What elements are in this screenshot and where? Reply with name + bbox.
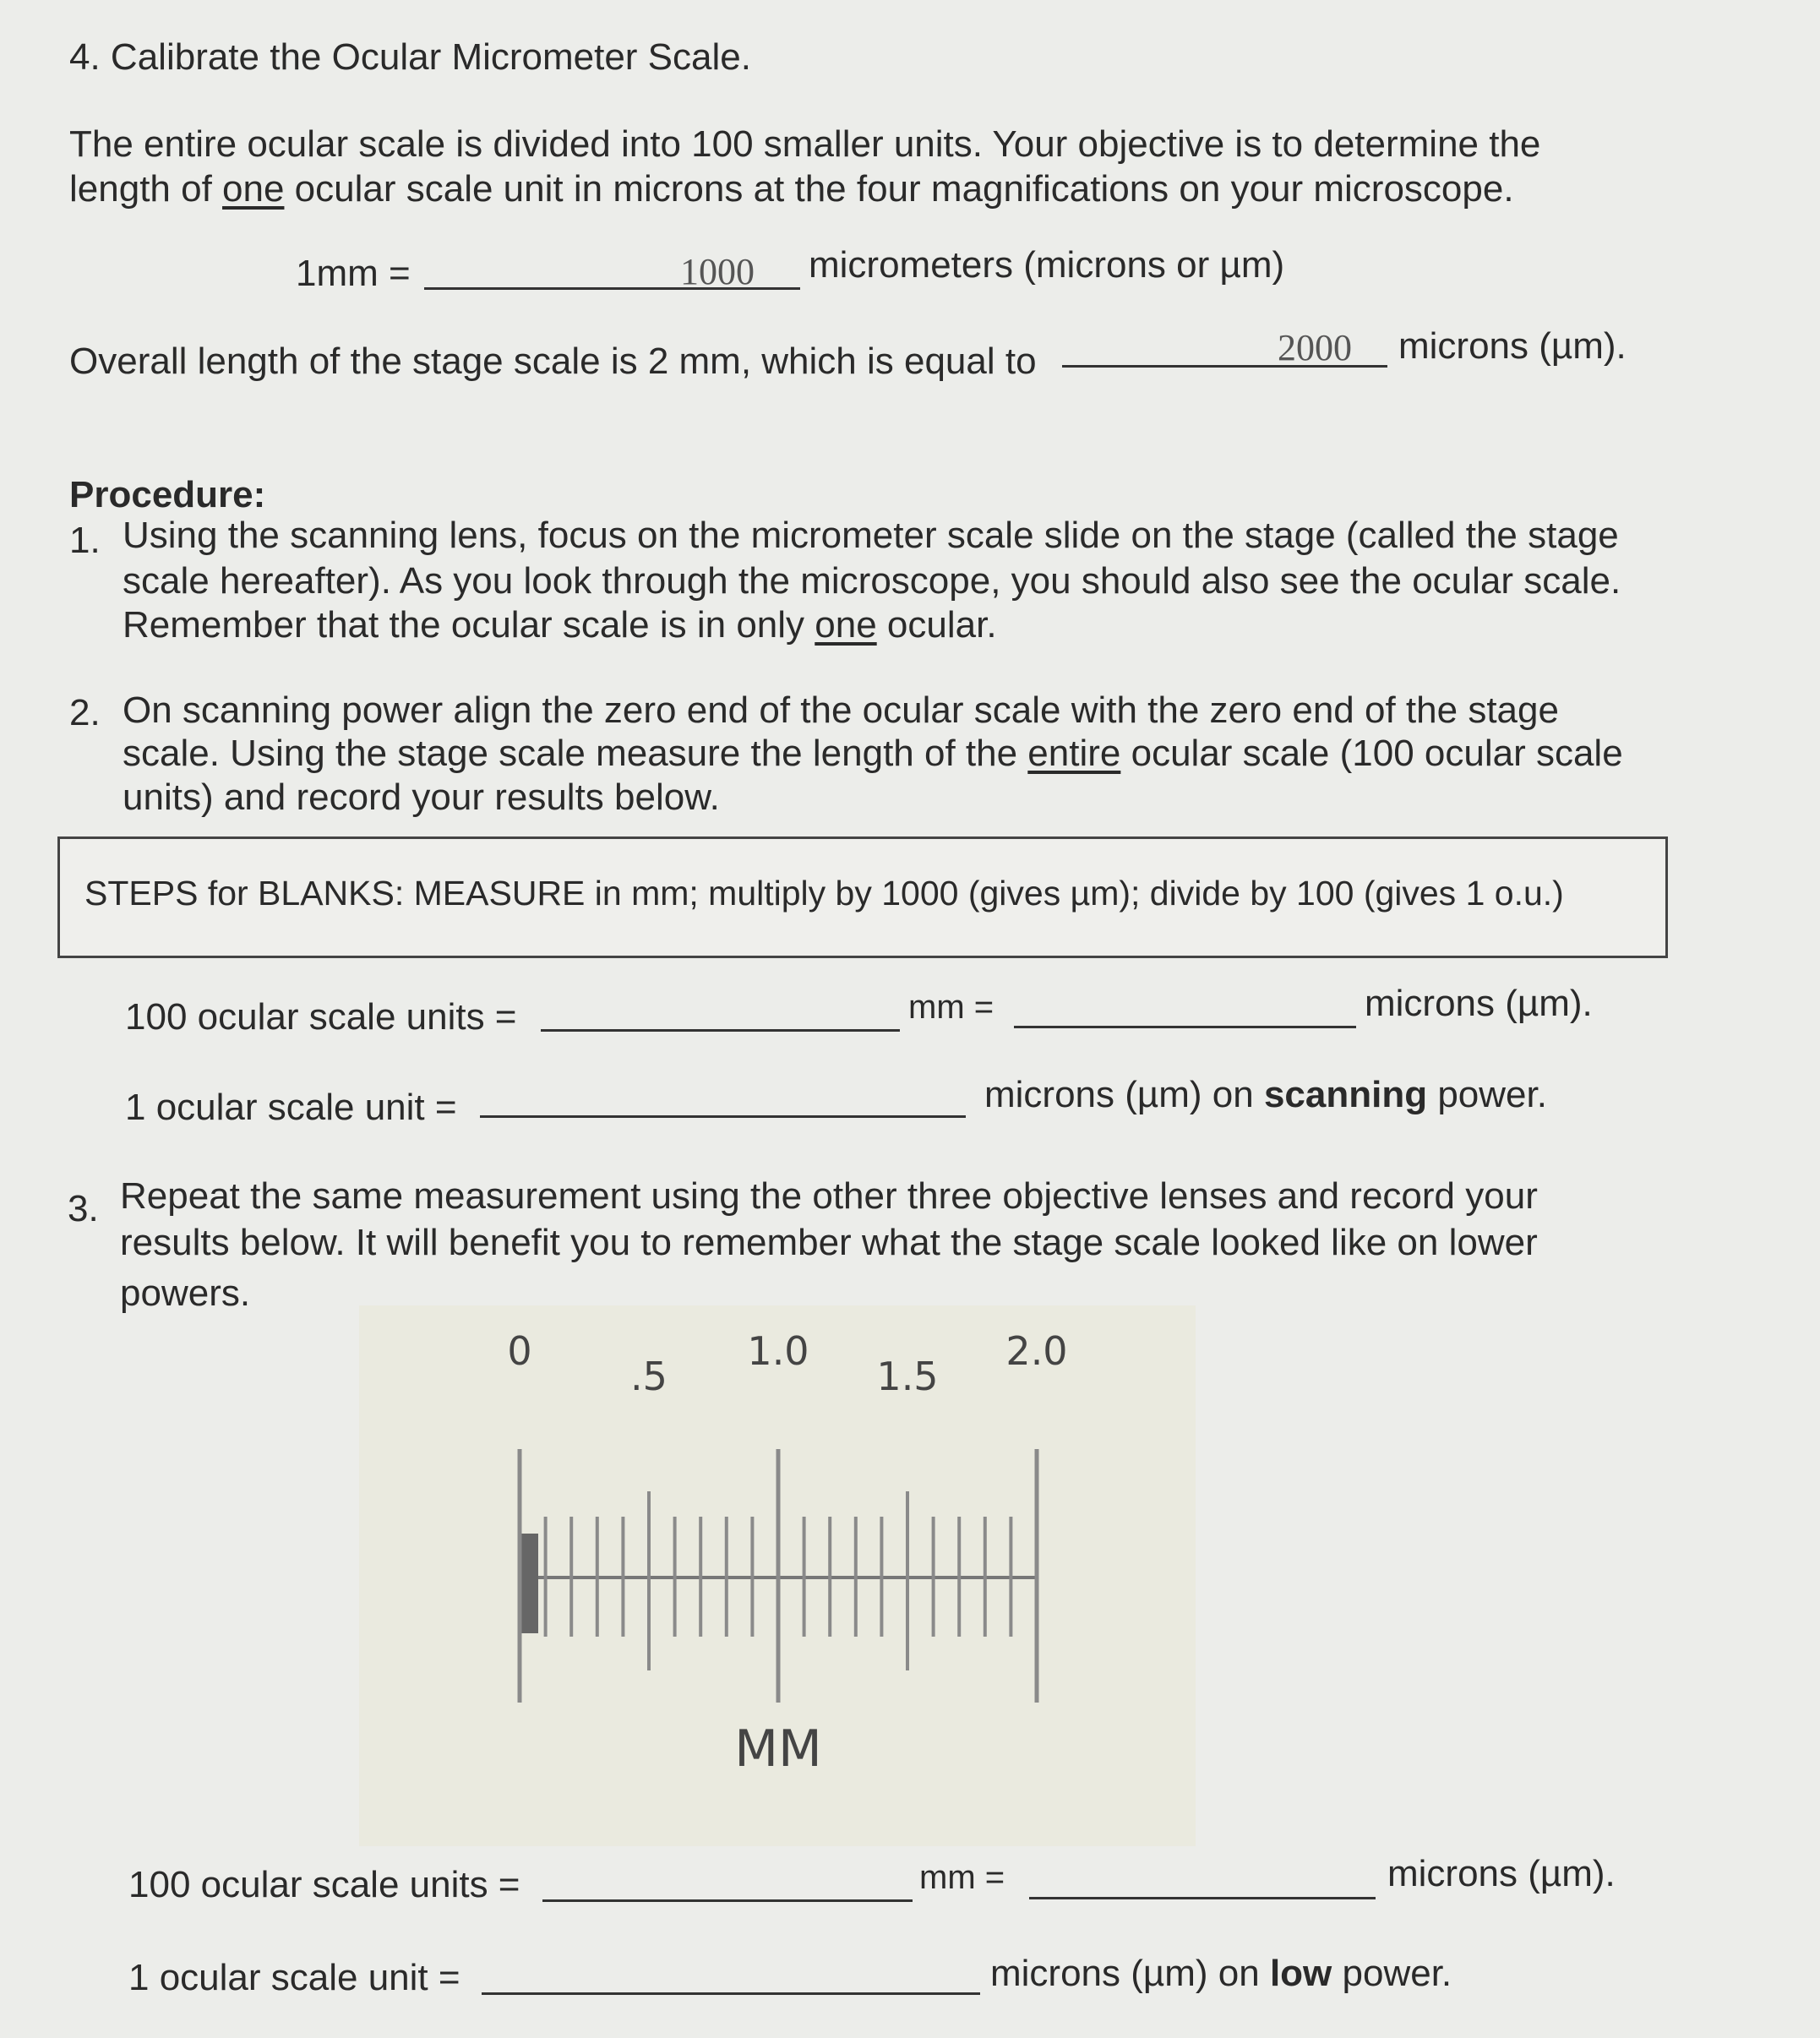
step-2-line-1: On scanning power align the zero end of the ocular scale with the zero end of the stage (123, 689, 1559, 731)
step-3-line-2: results below. It will benefit you to remember what the stage scale looked like on lower (120, 1222, 1538, 1263)
stage-length-answer: 2000 (1278, 327, 1352, 368)
step-2-emphasis-entire: entire (1027, 733, 1121, 774)
low-one-unit-label: 1 ocular scale unit = (128, 1957, 460, 1998)
step-1-line-2: scale hereafter). As you look through the microscope, you should also see the ocular scale. (123, 560, 1621, 602)
steps-for-blanks-text: STEPS for BLANKS: MEASURE in mm; multiply by 1000 (gives µm); divide by 100 (gives 1 o.u.) (84, 874, 1564, 913)
step-2-line-2-end: ocular scale (100 ocular scale (1120, 733, 1623, 774)
low-suffix-start: microns (µm) on (990, 1953, 1270, 1994)
step-1-line-3-start: Remember that the ocular scale is in only (123, 604, 815, 646)
scanning-mm-blank[interactable] (541, 1029, 900, 1032)
low-one-unit-suffix (990, 1952, 1452, 1997)
scanning-power-word: scanning (1263, 1074, 1428, 1115)
scale-tick-label: 1.0 (747, 1328, 809, 1374)
section-heading: 4. Calibrate the Ocular Micrometer Scale. (69, 36, 751, 78)
low-one-unit-blank[interactable] (482, 1992, 980, 1995)
low-mm-label: mm = (919, 1859, 1005, 1896)
low-mm-blank[interactable] (542, 1899, 913, 1902)
step-1-line-3 (123, 603, 997, 648)
intro-emphasis-one: one (222, 168, 285, 210)
scanning-units-label: 100 ocular scale units = (125, 996, 517, 1038)
scale-tick-label: .5 (630, 1354, 668, 1399)
intro-line-2-start: length of (69, 168, 223, 210)
scanning-one-unit-label: 1 ocular scale unit = (125, 1087, 457, 1128)
scanning-microns-label: microns (µm). (1365, 983, 1593, 1024)
scanning-one-unit-blank[interactable] (480, 1115, 966, 1118)
scanning-suffix-start: microns (µm) on (984, 1074, 1264, 1115)
step-1-number: 1. (69, 520, 101, 561)
stage-length-unit: microns (µm). (1398, 325, 1627, 367)
mm-conversion-answer: 1000 (680, 251, 755, 292)
scale-unit-label: MM (734, 1719, 822, 1779)
step-2-line-3: units) and record your results below. (123, 777, 720, 818)
low-power-word: low (1269, 1953, 1332, 1994)
low-microns-label: microns (µm). (1387, 1853, 1616, 1894)
mm-conversion-label: 1mm = (296, 253, 411, 294)
low-units-label: 100 ocular scale units = (128, 1864, 520, 1905)
scale-tick-label: 0 (507, 1328, 532, 1374)
scanning-microns-blank[interactable] (1014, 1026, 1356, 1028)
step-3-line-1: Repeat the same measurement using the other three objective lenses and record your (120, 1175, 1538, 1217)
scale-zero-marker (520, 1534, 538, 1633)
low-microns-blank[interactable] (1029, 1897, 1376, 1899)
stage-length-label: Overall length of the stage scale is 2 mm, which is equal to (69, 341, 1037, 382)
step-1-line-3-end: ocular. (876, 604, 997, 646)
intro-line-2-end: ocular scale unit in microns at the four magnifications on your microscope. (284, 168, 1514, 210)
scanning-mm-label: mm = (908, 989, 994, 1026)
step-1-line-1: Using the scanning lens, focus on the micrometer scale slide on the stage (called the stage (123, 515, 1619, 556)
step-3-number: 3. (68, 1188, 99, 1229)
mm-conversion-unit: micrometers (microns or µm) (809, 244, 1285, 286)
procedure-title: Procedure: (69, 474, 266, 515)
scanning-one-unit-suffix (984, 1073, 1547, 1118)
scale-tick-label: 2.0 (1005, 1328, 1068, 1374)
step-1-emphasis-one: one (815, 604, 877, 646)
step-2-line-2 (123, 732, 1623, 777)
step-3-line-3: powers. (120, 1272, 251, 1314)
scanning-suffix-end: power. (1427, 1074, 1547, 1115)
step-2-number: 2. (69, 692, 101, 733)
stage-scale-figure (359, 1305, 1196, 1846)
intro-line-1: The entire ocular scale is divided into 100 smaller units. Your objective is to determine the (69, 123, 1541, 165)
intro-line-2 (69, 167, 1514, 212)
step-2-line-2-start: scale. Using the stage scale measure the length of the (123, 733, 1028, 774)
scale-tick-label: 1.5 (876, 1354, 939, 1399)
low-suffix-end: power. (1332, 1953, 1452, 1994)
